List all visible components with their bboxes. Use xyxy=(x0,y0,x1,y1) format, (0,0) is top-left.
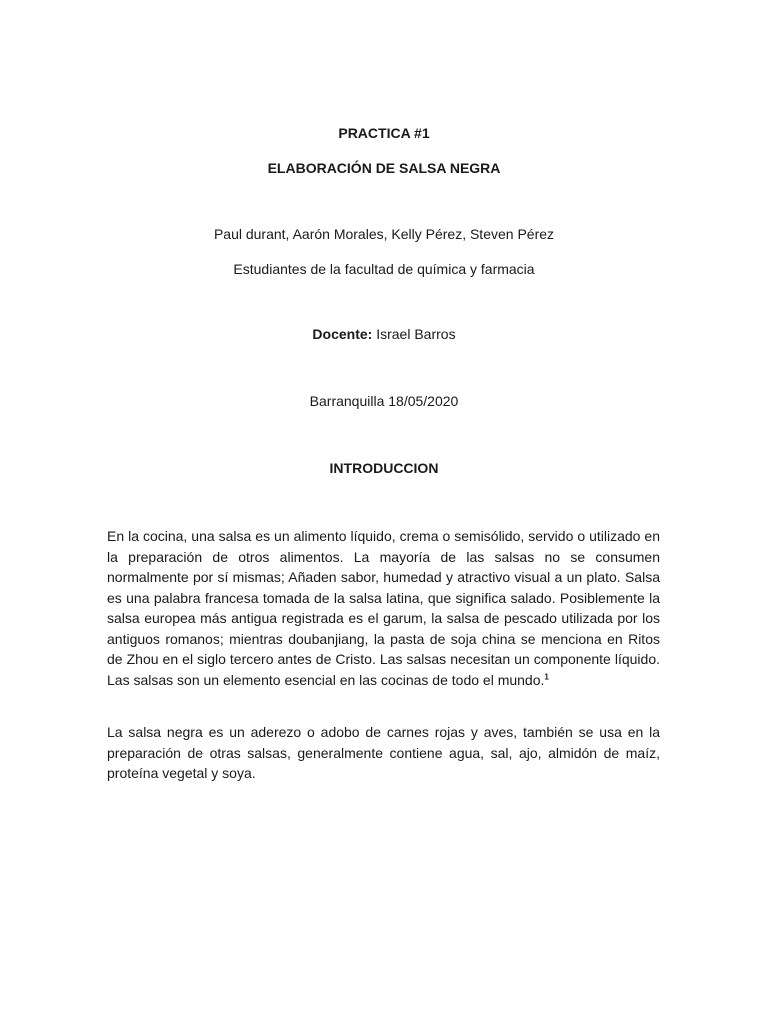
document-title: ELABORACIÓN DE SALSA NEGRA xyxy=(267,160,501,176)
intro-paragraph-2: La salsa negra es un aderezo o adobo de carnes rojas y aves, también se usa en la preparación de otras salsas, generalmente contiene agua, sal, ajo, almidón de maíz, proteína vegetal y soya. xyxy=(107,724,660,781)
teacher-line xyxy=(0,325,768,343)
practice-label: PRACTICA #1 xyxy=(338,125,430,141)
teacher-label: Docente: xyxy=(312,326,373,342)
affiliation-line: Estudiantes de la facultad de química y farmacia xyxy=(233,261,535,277)
teacher-name: Israel Barros xyxy=(372,326,456,342)
intro-heading: INTRODUCCION xyxy=(329,460,439,476)
intro-paragraph-1-text: En la cocina, una salsa es un alimento líquido, crema o semisólido, servido o utilizado en la preparación de otros alimentos. La mayoría de las salsas no se consumen normalmente por sí mismas; Añaden sabor, humedad y atractivo visual a un plato. Salsa es una palabra francesa tomada de la salsa latina, que significa salado. Posiblemente la salsa europea más antigua registrada es el garum, la salsa de pescado utilizada por los antiguos romanos; mientras doubanjiang, la pasta de soja china se menciona en Ritos de Zhou en el siglo tercero antes de Cristo. Las salsas necesitan un componente líquido. Las salsas son un elemento esencial en las cocinas de todo el mundo. xyxy=(107,528,660,688)
intro-paragraph-1 xyxy=(107,526,660,690)
city-date-line: Barranquilla 18/05/2020 xyxy=(309,393,459,409)
footnote-marker: 1 xyxy=(544,671,549,681)
authors-line: Paul durant, Aarón Morales, Kelly Pérez, Steven Pérez xyxy=(213,226,555,242)
